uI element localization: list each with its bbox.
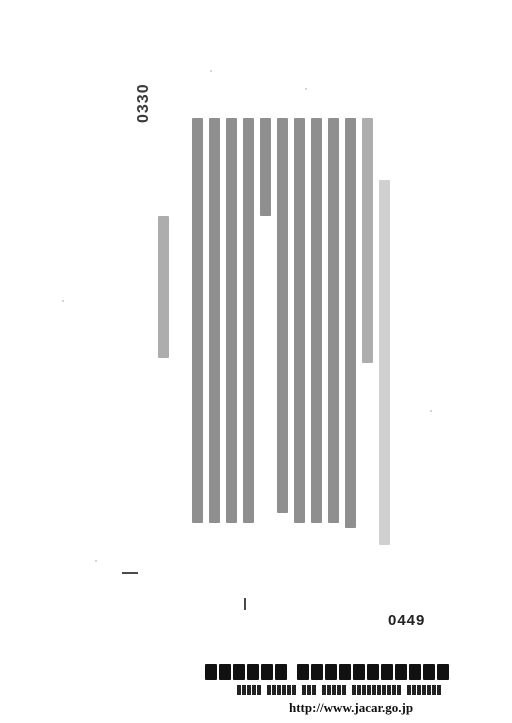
- scan-speck: [62, 300, 64, 302]
- scan-speck: [95, 560, 97, 562]
- text-column: [311, 118, 322, 523]
- scan-speck: [430, 410, 432, 412]
- text-column: [294, 118, 305, 523]
- text-column: [243, 118, 254, 523]
- text-column: [226, 118, 237, 523]
- text-column: [379, 180, 390, 545]
- text-column: [362, 118, 373, 363]
- page-number: 0449: [388, 612, 426, 629]
- archive-stamp-number: 0330: [135, 83, 152, 123]
- text-column: [345, 118, 356, 528]
- text-column: [192, 118, 203, 523]
- scan-speck: [210, 70, 212, 72]
- text-column: [158, 216, 169, 358]
- text-column: [209, 118, 220, 523]
- jacar-logo-english: [237, 683, 477, 696]
- margin-mark: [244, 598, 246, 610]
- text-column: [328, 118, 339, 523]
- text-column: [277, 118, 288, 513]
- jacar-logo-japanese: [205, 662, 495, 682]
- jacar-footer: [195, 662, 505, 720]
- text-column: [260, 118, 271, 216]
- jacar-url: http://www.jacar.go.jp: [289, 700, 414, 715]
- vertical-text-block: [143, 118, 390, 548]
- scan-speck: [305, 88, 307, 90]
- margin-mark: [122, 572, 138, 574]
